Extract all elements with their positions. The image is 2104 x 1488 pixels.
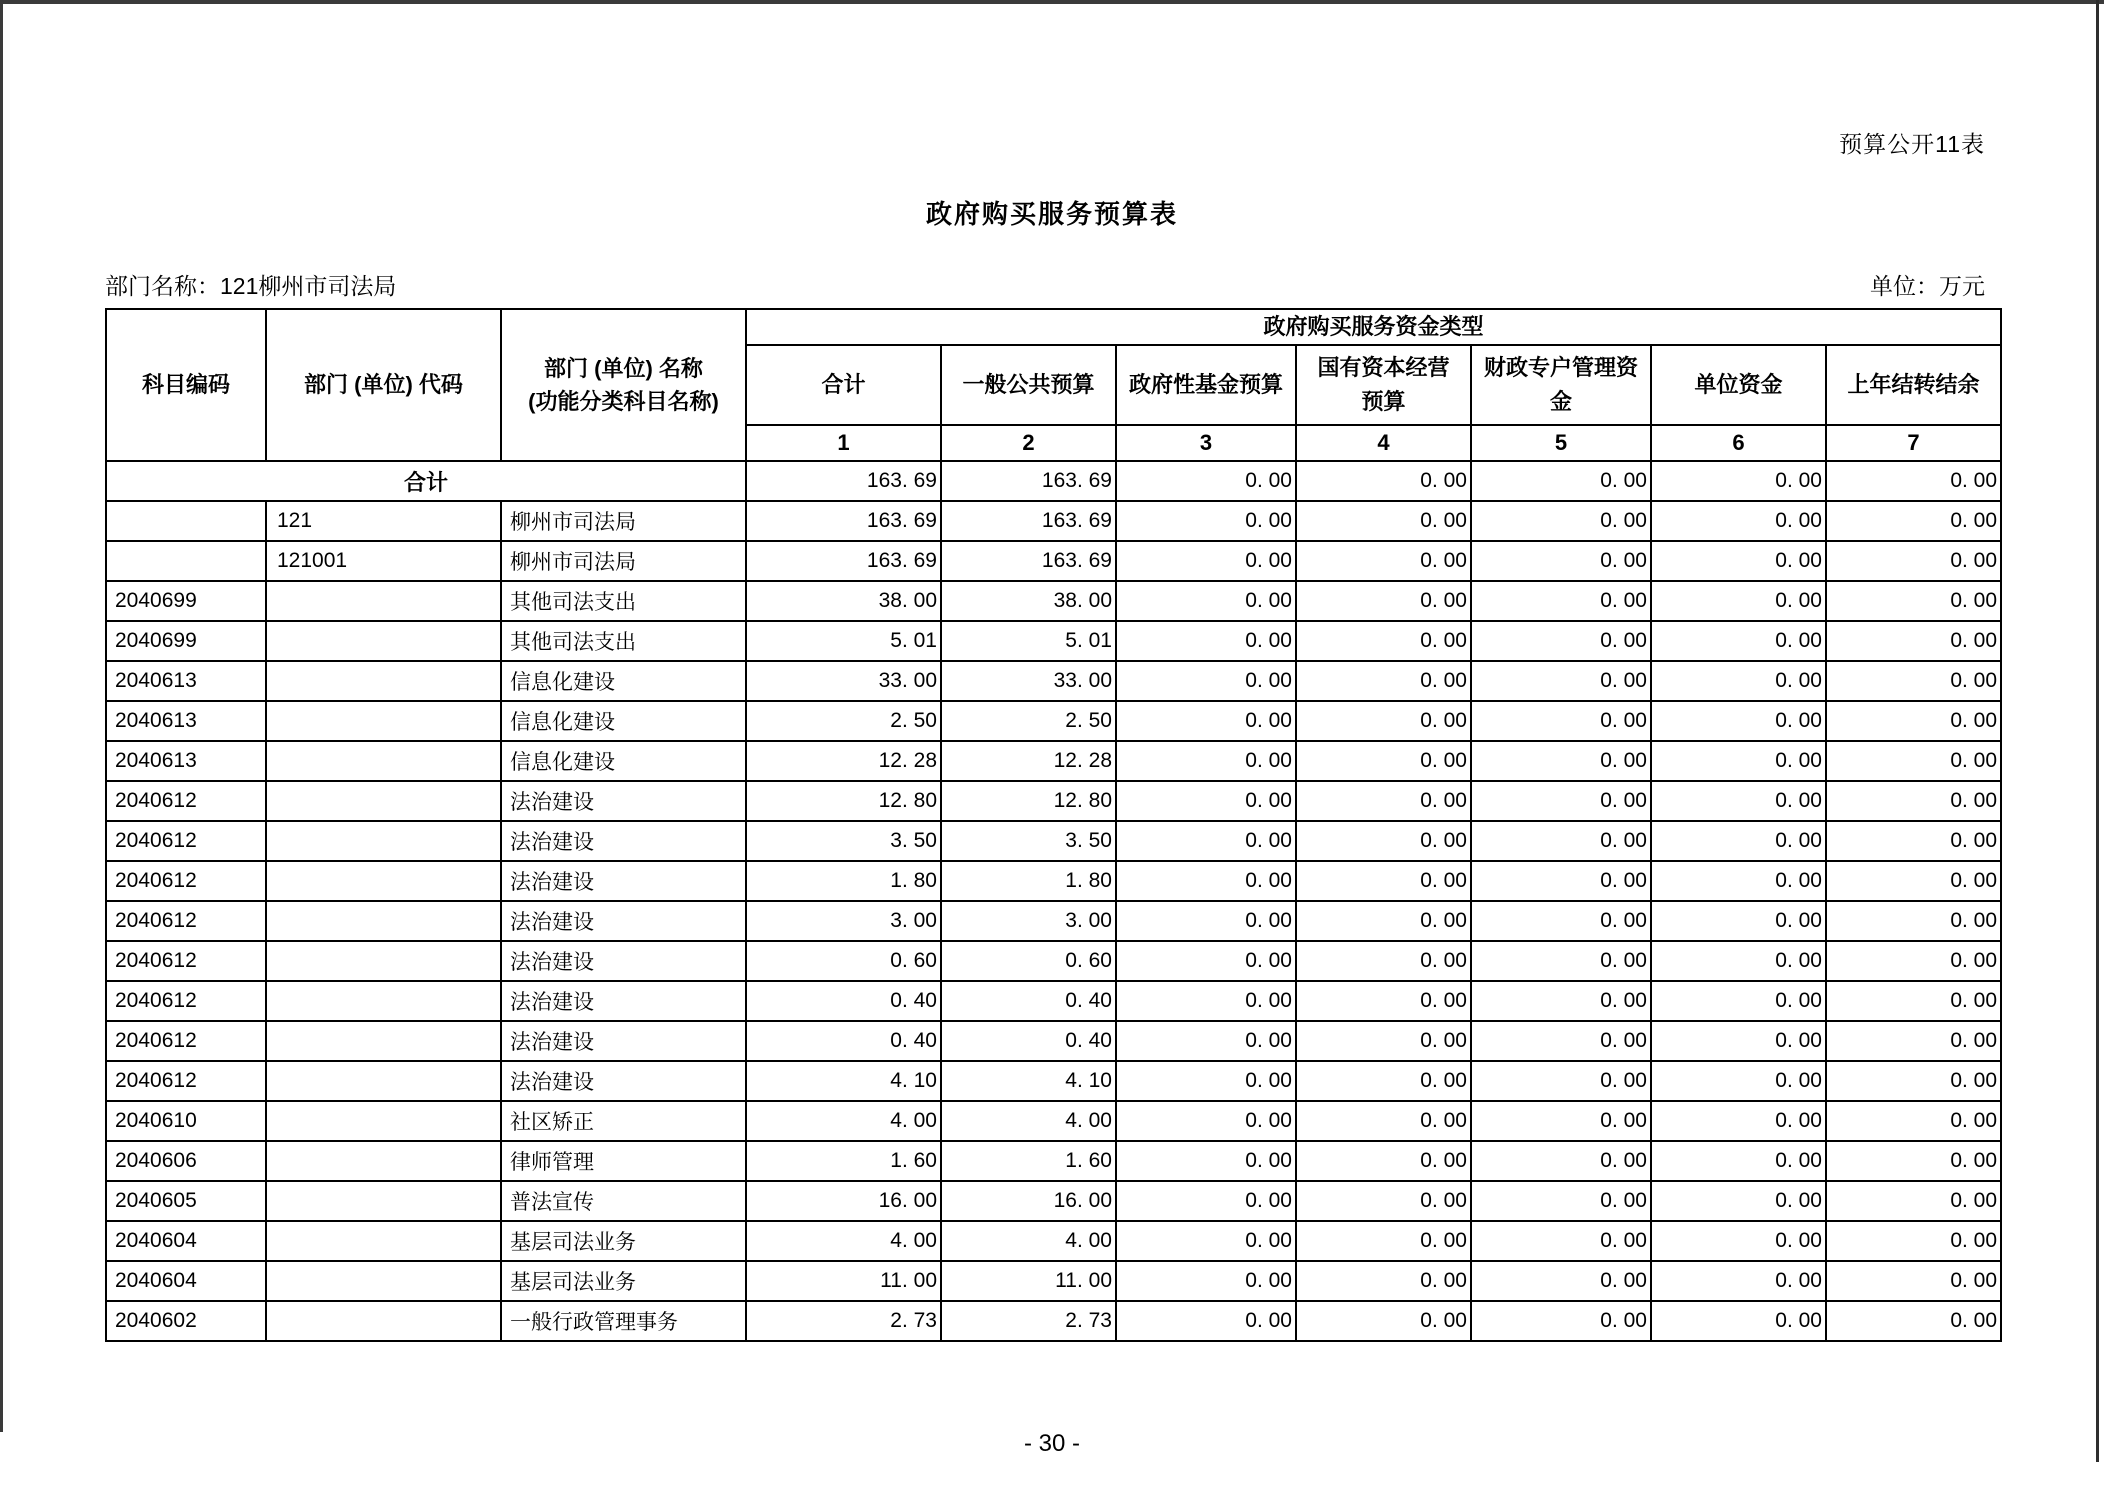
cell-value: 0. 00 [1296, 1261, 1471, 1301]
header-money-col: 合计 [746, 345, 941, 425]
cell-value: 163. 69 [941, 461, 1116, 501]
cell-value: 0. 00 [1116, 541, 1296, 581]
cell-value: 0. 60 [746, 941, 941, 981]
cell-value: 0. 00 [1296, 1101, 1471, 1141]
cell-value: 0. 00 [1296, 581, 1471, 621]
cell-value: 0. 00 [1296, 861, 1471, 901]
cell-value: 0. 00 [1651, 821, 1826, 861]
cell-dept [266, 861, 501, 901]
cell-value: 12. 80 [746, 781, 941, 821]
cell-value: 0. 00 [1826, 1021, 2001, 1061]
cell-name: 柳州市司法局 [501, 501, 746, 541]
cell-value: 0. 00 [1471, 1221, 1651, 1261]
cell-code: 2040606 [106, 1141, 266, 1181]
cell-value: 163. 69 [746, 541, 941, 581]
cell-value: 0. 00 [1826, 981, 2001, 1021]
cell-value: 0. 00 [1826, 701, 2001, 741]
cell-value: 2. 73 [941, 1301, 1116, 1341]
header-money-col: 政府性基金预算 [1116, 345, 1296, 425]
cell-value: 0. 00 [1296, 1141, 1471, 1181]
cell-dept [266, 781, 501, 821]
table-row [106, 1141, 2001, 1181]
cell-value: 0. 00 [1116, 1301, 1296, 1341]
cell-value: 0. 00 [1471, 501, 1651, 541]
cell-dept [266, 1141, 501, 1181]
cell-dept [266, 1101, 501, 1141]
header-money-col: 财政专户管理资金 [1471, 345, 1651, 425]
department-name-label: 部门名称：121柳州市司法局 [105, 273, 397, 299]
cell-code: 2040613 [106, 661, 266, 701]
cell-value: 0. 00 [1116, 581, 1296, 621]
cell-value: 4. 00 [746, 1221, 941, 1261]
cell-code: 2040612 [106, 781, 266, 821]
budget-table [105, 308, 2002, 1342]
header-column-number: 4 [1296, 425, 1471, 461]
cell-value: 0. 00 [1651, 781, 1826, 821]
table-row [106, 701, 2001, 741]
cell-value: 0. 00 [1471, 1261, 1651, 1301]
cell-value: 0. 00 [1116, 1021, 1296, 1061]
cell-code: 2040605 [106, 1181, 266, 1221]
cell-value: 0. 60 [941, 941, 1116, 981]
cell-value: 1. 60 [941, 1141, 1116, 1181]
cell-value: 0. 00 [1471, 461, 1651, 501]
table-row [106, 1021, 2001, 1061]
cell-value: 0. 00 [1116, 941, 1296, 981]
cell-name: 社区矫正 [501, 1101, 746, 1141]
cell-value: 0. 00 [1651, 1261, 1826, 1301]
cell-value: 0. 00 [1651, 1021, 1826, 1061]
cell-code [106, 541, 266, 581]
cell-value: 0. 00 [1116, 781, 1296, 821]
cell-value: 4. 10 [941, 1061, 1116, 1101]
cell-value: 2. 73 [746, 1301, 941, 1341]
cell-value: 0. 00 [1471, 581, 1651, 621]
cell-dept [266, 741, 501, 781]
cell-value: 0. 00 [1116, 461, 1296, 501]
cell-value: 3. 00 [746, 901, 941, 941]
cell-value: 0. 00 [1116, 1101, 1296, 1141]
header-money-col: 国有资本经营预算 [1296, 345, 1471, 425]
cell-value: 12. 28 [941, 741, 1116, 781]
cell-value: 163. 69 [746, 461, 941, 501]
cell-value: 0. 00 [1651, 861, 1826, 901]
cell-value: 0. 00 [1296, 1181, 1471, 1221]
cell-code: 2040610 [106, 1101, 266, 1141]
cell-name: 律师管理 [501, 1141, 746, 1181]
cell-value: 0. 00 [1651, 581, 1826, 621]
cell-value: 0. 00 [1826, 1061, 2001, 1101]
cell-value: 0. 00 [1651, 941, 1826, 981]
cell-value: 0. 00 [1826, 621, 2001, 661]
header-dept-name-line1: 部门 (单位) 名称 [544, 356, 703, 382]
cell-name: 其他司法支出 [501, 621, 746, 661]
table-row [106, 1101, 2001, 1141]
page-number: - 30 - [1023, 1430, 1080, 1457]
cell-code: 2040612 [106, 821, 266, 861]
unit-label: 单位：万元 [1870, 273, 1985, 299]
cell-value: 3. 50 [941, 821, 1116, 861]
cell-dept [266, 1181, 501, 1221]
cell-value: 0. 00 [1471, 1141, 1651, 1181]
cell-value: 38. 00 [941, 581, 1116, 621]
cell-value: 0. 00 [1471, 1061, 1651, 1101]
header-money-col: 单位资金 [1651, 345, 1826, 425]
table-row [106, 981, 2001, 1021]
cell-name: 信息化建设 [501, 661, 746, 701]
cell-dept [266, 1221, 501, 1261]
cell-dept [266, 1301, 501, 1341]
cell-value: 0. 00 [1116, 741, 1296, 781]
cell-dept [266, 581, 501, 621]
cell-dept [266, 1021, 501, 1061]
cell-value: 0. 00 [1471, 661, 1651, 701]
cell-value: 0. 00 [1471, 1021, 1651, 1061]
cell-value: 16. 00 [941, 1181, 1116, 1221]
cell-value: 0. 00 [1826, 461, 2001, 501]
cell-value: 2. 50 [941, 701, 1116, 741]
cell-value: 5. 01 [746, 621, 941, 661]
cell-value: 0. 00 [1651, 541, 1826, 581]
cell-dept [266, 701, 501, 741]
table-row [106, 1061, 2001, 1101]
cell-dept [266, 1061, 501, 1101]
cell-value: 0. 00 [1826, 901, 2001, 941]
cell-value: 0. 00 [1826, 741, 2001, 781]
cell-dept: 121 [266, 501, 501, 541]
cell-value: 0. 00 [1826, 821, 2001, 861]
cell-value: 0. 00 [1471, 821, 1651, 861]
cell-value: 0. 00 [1471, 861, 1651, 901]
cell-value: 0. 00 [1116, 901, 1296, 941]
header-subject-code: 科目编码 [106, 309, 266, 461]
cell-value: 0. 00 [1471, 901, 1651, 941]
cell-value: 0. 00 [1826, 541, 2001, 581]
header-column-number: 3 [1116, 425, 1296, 461]
cell-value: 0. 40 [746, 1021, 941, 1061]
table-row [106, 661, 2001, 701]
cell-value: 4. 00 [746, 1101, 941, 1141]
cell-name: 一般行政管理事务 [501, 1301, 746, 1341]
table-row [106, 461, 2001, 501]
cell-value: 0. 00 [1116, 981, 1296, 1021]
table-row [106, 1301, 2001, 1341]
cell-value: 0. 40 [941, 981, 1116, 1021]
cell-value: 16. 00 [746, 1181, 941, 1221]
cell-value: 0. 00 [1826, 1141, 2001, 1181]
cell-value: 0. 00 [1116, 1181, 1296, 1221]
cell-value: 0. 00 [1651, 621, 1826, 661]
cell-value: 0. 00 [1826, 861, 2001, 901]
table-row [106, 1181, 2001, 1221]
cell-dept [266, 661, 501, 701]
cell-value: 0. 00 [1471, 541, 1651, 581]
cell-value: 0. 00 [1471, 1101, 1651, 1141]
cell-value: 0. 00 [1826, 581, 2001, 621]
cell-code [106, 501, 266, 541]
cell-value: 0. 40 [746, 981, 941, 1021]
cell-value: 4. 10 [746, 1061, 941, 1101]
cell-value: 0. 00 [1826, 781, 2001, 821]
cell-value: 0. 00 [1651, 741, 1826, 781]
cell-value: 1. 80 [941, 861, 1116, 901]
table-row [106, 861, 2001, 901]
cell-value: 0. 00 [1116, 1261, 1296, 1301]
header-dept-code: 部门 (单位) 代码 [266, 309, 501, 461]
cell-value: 0. 00 [1296, 821, 1471, 861]
cell-dept [266, 981, 501, 1021]
cell-code: 2040604 [106, 1261, 266, 1301]
table-row [106, 821, 2001, 861]
cell-name: 其他司法支出 [501, 581, 746, 621]
cell-value: 0. 00 [1296, 621, 1471, 661]
scan-edge-top [0, 0, 2104, 4]
cell-name: 法治建设 [501, 1021, 746, 1061]
cell-value: 0. 00 [1651, 701, 1826, 741]
cell-value: 0. 00 [1116, 1141, 1296, 1181]
cell-value: 0. 00 [1296, 541, 1471, 581]
cell-value: 0. 00 [1826, 661, 2001, 701]
table-row [106, 541, 2001, 581]
cell-value: 0. 00 [1651, 501, 1826, 541]
cell-value: 11. 00 [941, 1261, 1116, 1301]
header-money-col: 一般公共预算 [941, 345, 1116, 425]
cell-value: 0. 00 [1826, 501, 2001, 541]
cell-value: 0. 00 [1826, 1101, 2001, 1141]
cell-value: 0. 00 [1296, 501, 1471, 541]
cell-dept [266, 821, 501, 861]
cell-name: 柳州市司法局 [501, 541, 746, 581]
cell-value: 0. 00 [1651, 1101, 1826, 1141]
cell-value: 0. 00 [1651, 461, 1826, 501]
header-money-col: 上年结转结余 [1826, 345, 2001, 425]
cell-value: 0. 00 [1116, 661, 1296, 701]
meta-row [105, 268, 1985, 301]
table-row [106, 501, 2001, 541]
cell-value: 0. 00 [1651, 981, 1826, 1021]
cell-name: 基层司法业务 [501, 1221, 746, 1261]
cell-value: 33. 00 [746, 661, 941, 701]
cell-value: 0. 00 [1296, 981, 1471, 1021]
header-column-number: 1 [746, 425, 941, 461]
cell-value: 33. 00 [941, 661, 1116, 701]
cell-value: 12. 28 [746, 741, 941, 781]
cell-value: 4. 00 [941, 1221, 1116, 1261]
header-column-number: 7 [1826, 425, 2001, 461]
cell-value: 0. 00 [1471, 781, 1651, 821]
cell-value: 0. 00 [1471, 701, 1651, 741]
cell-dept [266, 941, 501, 981]
budget-table-wrap [105, 308, 2002, 1342]
cell-code: 2040613 [106, 701, 266, 741]
header-fund-type-span: 政府购买服务资金类型 [746, 309, 2001, 345]
cell-value: 0. 00 [1651, 1181, 1826, 1221]
cell-code: 2040612 [106, 981, 266, 1021]
cell-value: 0. 00 [1471, 741, 1651, 781]
cell-name: 法治建设 [501, 821, 746, 861]
cell-value: 163. 69 [941, 541, 1116, 581]
table-row [106, 1261, 2001, 1301]
cell-value: 0. 00 [1296, 941, 1471, 981]
cell-value: 2. 50 [746, 701, 941, 741]
cell-value: 3. 50 [746, 821, 941, 861]
cell-name: 法治建设 [501, 981, 746, 1021]
cell-value: 1. 80 [746, 861, 941, 901]
table-row [106, 941, 2001, 981]
cell-value: 0. 00 [1116, 501, 1296, 541]
cell-dept [266, 1261, 501, 1301]
cell-name: 法治建设 [501, 861, 746, 901]
cell-value: 0. 00 [1116, 1221, 1296, 1261]
cell-name: 信息化建设 [501, 701, 746, 741]
header-column-number: 6 [1651, 425, 1826, 461]
cell-code: 2040699 [106, 621, 266, 661]
cell-code: 2040602 [106, 1301, 266, 1341]
cell-code: 2040612 [106, 861, 266, 901]
cell-value: 0. 00 [1296, 741, 1471, 781]
table-row [106, 581, 2001, 621]
cell-value: 0. 00 [1651, 1061, 1826, 1101]
table-row [106, 1221, 2001, 1261]
header-dept-name [501, 309, 746, 461]
cell-name: 法治建设 [501, 901, 746, 941]
table-row [106, 781, 2001, 821]
cell-value: 0. 00 [1471, 1181, 1651, 1221]
header-column-number: 5 [1471, 425, 1651, 461]
cell-value: 11. 00 [746, 1261, 941, 1301]
cell-code: 2040613 [106, 741, 266, 781]
table-row [106, 621, 2001, 661]
cell-value: 0. 00 [1826, 1301, 2001, 1341]
cell-value: 0. 00 [1116, 1061, 1296, 1101]
cell-value: 0. 00 [1296, 781, 1471, 821]
cell-dept [266, 901, 501, 941]
cell-code: 2040699 [106, 581, 266, 621]
cell-dept: 121001 [266, 541, 501, 581]
cell-value: 1. 60 [746, 1141, 941, 1181]
cell-value: 0. 00 [1826, 941, 2001, 981]
cell-value: 0. 00 [1296, 661, 1471, 701]
cell-value: 0. 00 [1651, 1141, 1826, 1181]
cell-value: 5. 01 [941, 621, 1116, 661]
page-title: 政府购买服务预算表 [925, 199, 1178, 229]
cell-value: 0. 00 [1296, 901, 1471, 941]
cell-value: 12. 80 [941, 781, 1116, 821]
cell-name: 基层司法业务 [501, 1261, 746, 1301]
cell-value: 0. 00 [1296, 1061, 1471, 1101]
cell-value: 0. 00 [1826, 1221, 2001, 1261]
cell-name: 信息化建设 [501, 741, 746, 781]
form-number-label: 预算公开11表 [1839, 131, 1985, 157]
cell-value: 0. 00 [1471, 1301, 1651, 1341]
cell-value: 0. 00 [1651, 661, 1826, 701]
cell-code: 2040612 [106, 941, 266, 981]
cell-value: 0. 00 [1116, 861, 1296, 901]
cell-value: 163. 69 [746, 501, 941, 541]
cell-value: 0. 40 [941, 1021, 1116, 1061]
cell-value: 0. 00 [1651, 1221, 1826, 1261]
cell-value: 0. 00 [1296, 1221, 1471, 1261]
cell-value: 163. 69 [941, 501, 1116, 541]
table-row [106, 901, 2001, 941]
table-row [106, 741, 2001, 781]
cell-code: 2040604 [106, 1221, 266, 1261]
cell-value: 0. 00 [1651, 901, 1826, 941]
cell-code: 2040612 [106, 901, 266, 941]
cell-value: 0. 00 [1651, 1301, 1826, 1341]
cell-value: 0. 00 [1826, 1181, 2001, 1221]
cell-value: 0. 00 [1471, 981, 1651, 1021]
cell-name: 普法宣传 [501, 1181, 746, 1221]
header-column-number: 2 [941, 425, 1116, 461]
header-dept-name-line2: (功能分类科目名称) [528, 389, 719, 415]
cell-code: 2040612 [106, 1061, 266, 1101]
cell-name: 法治建设 [501, 1061, 746, 1101]
cell-value: 0. 00 [1296, 1301, 1471, 1341]
cell-value: 0. 00 [1826, 1261, 2001, 1301]
cell-value: 0. 00 [1471, 621, 1651, 661]
cell-dept [266, 621, 501, 661]
cell-code: 2040612 [106, 1021, 266, 1061]
cell-value: 0. 00 [1116, 621, 1296, 661]
cell-name: 法治建设 [501, 781, 746, 821]
cell-value: 0. 00 [1296, 1021, 1471, 1061]
cell-value: 38. 00 [746, 581, 941, 621]
cell-value: 4. 00 [941, 1101, 1116, 1141]
cell-value: 0. 00 [1471, 941, 1651, 981]
cell-value: 0. 00 [1296, 701, 1471, 741]
cell-value: 0. 00 [1116, 821, 1296, 861]
cell-value: 0. 00 [1116, 701, 1296, 741]
cell-total-label: 合计 [106, 461, 746, 501]
cell-name: 法治建设 [501, 941, 746, 981]
cell-value: 3. 00 [941, 901, 1116, 941]
cell-value: 0. 00 [1296, 461, 1471, 501]
